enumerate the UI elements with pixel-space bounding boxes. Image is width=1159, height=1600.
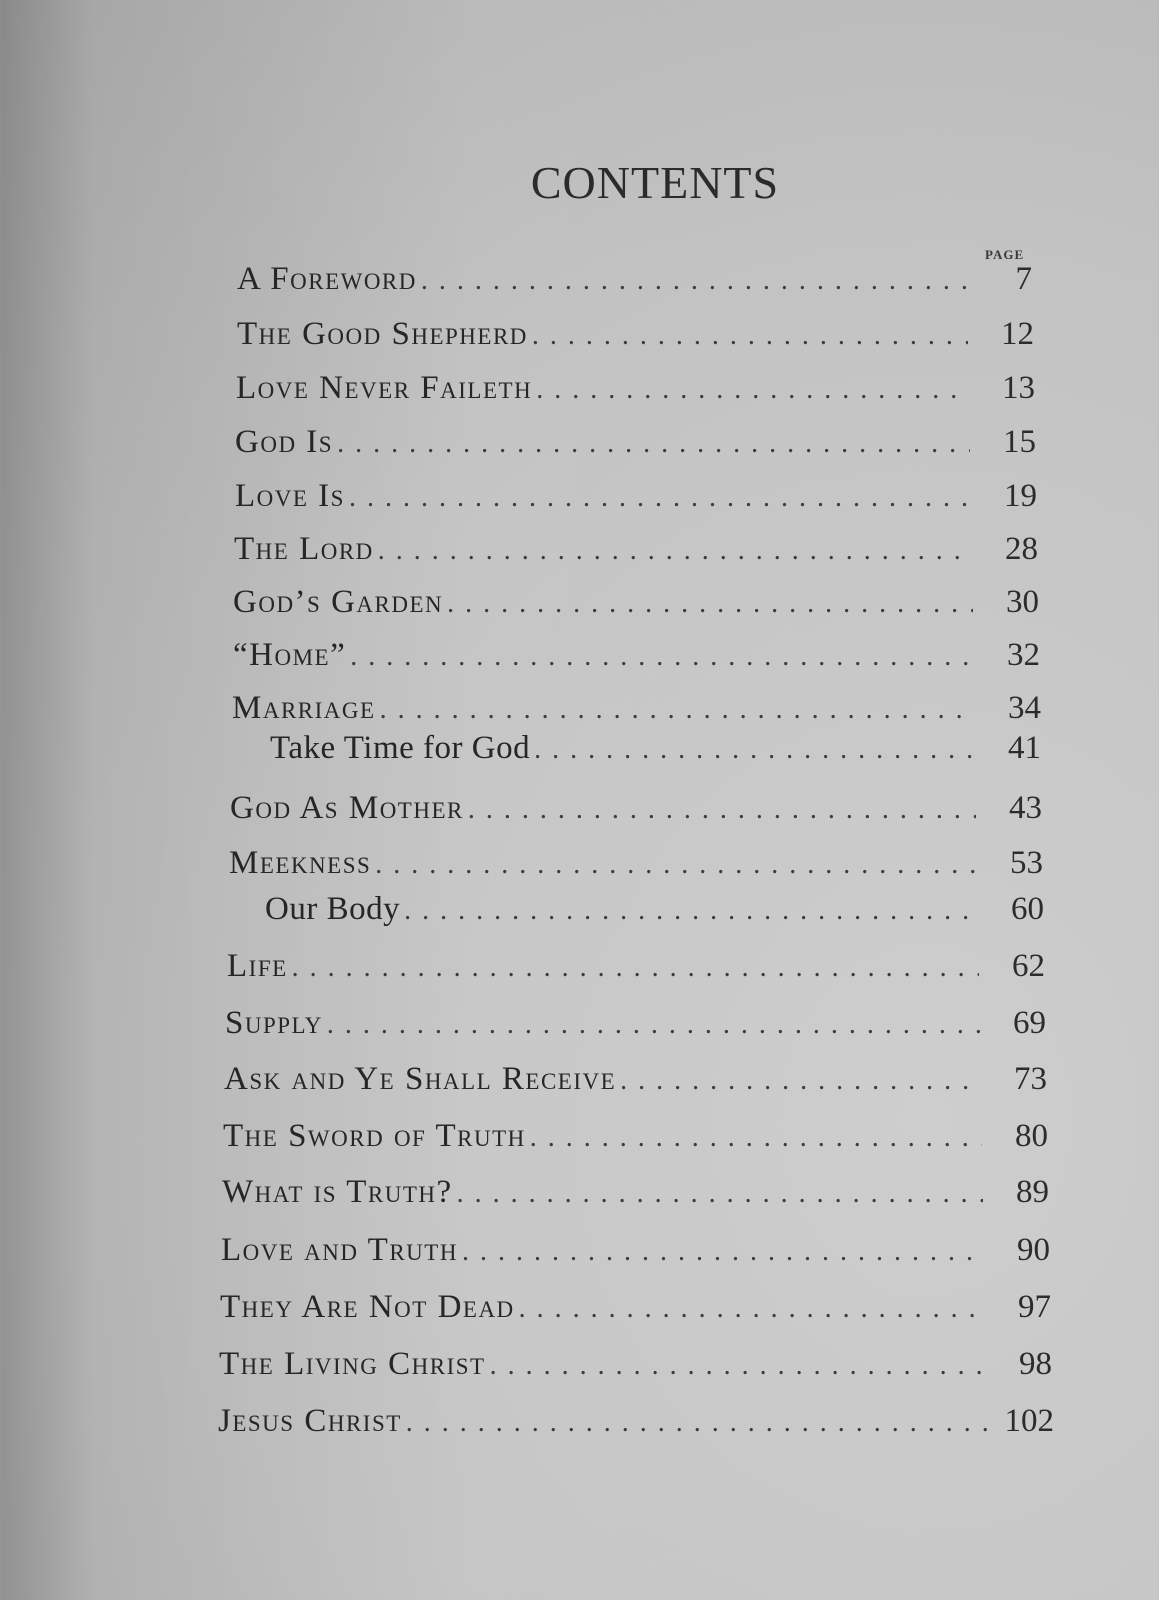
toc-entry-page: 13 xyxy=(1002,370,1035,406)
toc-entry xyxy=(233,633,1040,677)
dot-leader xyxy=(532,314,968,358)
toc-entry-page: 60 xyxy=(1011,891,1044,927)
toc-entry-page: 43 xyxy=(1009,790,1042,826)
toc-entry xyxy=(230,786,1042,830)
toc-entry-title: Life xyxy=(227,948,288,984)
dot-leader xyxy=(350,635,974,679)
toc-entry-page: 41 xyxy=(1008,730,1041,766)
toc-entry xyxy=(221,1228,1050,1272)
toc-entry-title: Marriage xyxy=(232,690,376,726)
dot-leader xyxy=(406,1401,988,1445)
dot-leader xyxy=(349,476,971,520)
toc-entry-title: The Good Shepherd xyxy=(237,316,528,352)
toc-entry-page: 32 xyxy=(1007,637,1040,673)
toc-entry-page: 73 xyxy=(1014,1061,1047,1097)
toc-entry xyxy=(222,1170,1049,1214)
dot-leader xyxy=(292,946,979,990)
dot-leader xyxy=(457,1172,983,1216)
toc-entry xyxy=(235,420,1036,464)
toc-entry-title: Meekness xyxy=(229,845,372,881)
toc-entry xyxy=(270,726,1041,770)
page-column-label: PAGE xyxy=(985,247,1025,262)
toc-entry-title: Supply xyxy=(225,1005,323,1041)
toc-entry-page: 7 xyxy=(1015,261,1032,297)
toc-entry-page: 30 xyxy=(1006,584,1039,620)
dot-leader xyxy=(337,422,970,466)
dot-leader xyxy=(534,728,975,772)
toc-entry-title: The Lord xyxy=(234,531,374,567)
toc-entry-title: “Home” xyxy=(233,637,347,673)
toc-entry-title: The Sword of Truth xyxy=(223,1118,526,1154)
toc-entry-title: Love and Truth xyxy=(221,1232,458,1268)
toc-entry-page: 53 xyxy=(1010,845,1043,881)
toc-entry xyxy=(218,1399,1054,1443)
dot-leader xyxy=(378,529,972,573)
toc-entry-page: 97 xyxy=(1018,1289,1051,1325)
toc-entry-title: Take Time for God xyxy=(270,730,531,766)
dot-leader xyxy=(519,1287,985,1331)
toc-entry xyxy=(229,841,1043,885)
toc-entry xyxy=(219,1342,1052,1386)
toc-entry-title: God’s Garden xyxy=(233,584,444,620)
dot-leader xyxy=(327,1003,980,1047)
toc-entry-page: 19 xyxy=(1004,478,1037,514)
toc-entry-page: 34 xyxy=(1008,690,1041,726)
toc-entry-title: Jesus Christ xyxy=(218,1403,402,1439)
page-title: CONTENTS xyxy=(530,157,780,208)
dot-leader xyxy=(620,1059,981,1103)
dot-leader xyxy=(462,1230,984,1274)
toc-entry-title: A Foreword xyxy=(237,261,417,297)
dot-leader xyxy=(490,1344,986,1388)
toc-entry-title: The Living Christ xyxy=(219,1346,486,1382)
dot-leader xyxy=(404,889,978,933)
toc-entry-page: 62 xyxy=(1012,948,1045,984)
toc-entry xyxy=(234,527,1038,571)
dot-leader xyxy=(375,843,977,887)
toc-entry-page: 12 xyxy=(1001,316,1034,352)
toc-entry xyxy=(236,366,1035,410)
dot-leader xyxy=(421,259,966,303)
toc-entry-page: 69 xyxy=(1013,1005,1046,1041)
toc-entry-title: They Are Not Dead xyxy=(220,1289,515,1325)
toc-entry-title: God Is xyxy=(235,424,334,460)
toc-entry-page: 28 xyxy=(1005,531,1038,567)
toc-entry xyxy=(233,580,1039,624)
toc-entry-page: 15 xyxy=(1003,424,1036,460)
toc-entry xyxy=(224,1057,1047,1101)
toc-entry xyxy=(223,1114,1048,1158)
toc-entry xyxy=(237,257,1032,301)
toc-entry-title: What is Truth? xyxy=(222,1174,453,1210)
toc-entry-title: Love Is xyxy=(235,478,345,514)
dot-leader xyxy=(468,788,976,832)
dot-leader xyxy=(447,582,973,626)
toc-entry xyxy=(237,312,1034,356)
toc-entry-title: Love Never Faileth xyxy=(236,370,533,406)
toc-entry xyxy=(265,887,1044,931)
toc-entry-page: 98 xyxy=(1019,1346,1052,1382)
toc-entry-page: 89 xyxy=(1016,1174,1049,1210)
toc-entry-title: Our Body xyxy=(265,891,401,927)
toc-entry-page: 102 xyxy=(1004,1403,1054,1439)
toc-entry xyxy=(225,1001,1046,1045)
dot-leader xyxy=(536,368,969,412)
toc-entry xyxy=(235,474,1037,518)
toc-entry-title: Ask and Ye Shall Receive xyxy=(224,1061,617,1097)
dot-leader xyxy=(530,1116,982,1160)
toc-entry xyxy=(227,944,1045,988)
toc-entry xyxy=(220,1285,1051,1329)
toc-entry xyxy=(232,686,1041,730)
toc-entry-page: 90 xyxy=(1017,1232,1050,1268)
toc-entry-page: 80 xyxy=(1015,1118,1048,1154)
toc-entry-title: God As Mother xyxy=(230,790,464,826)
